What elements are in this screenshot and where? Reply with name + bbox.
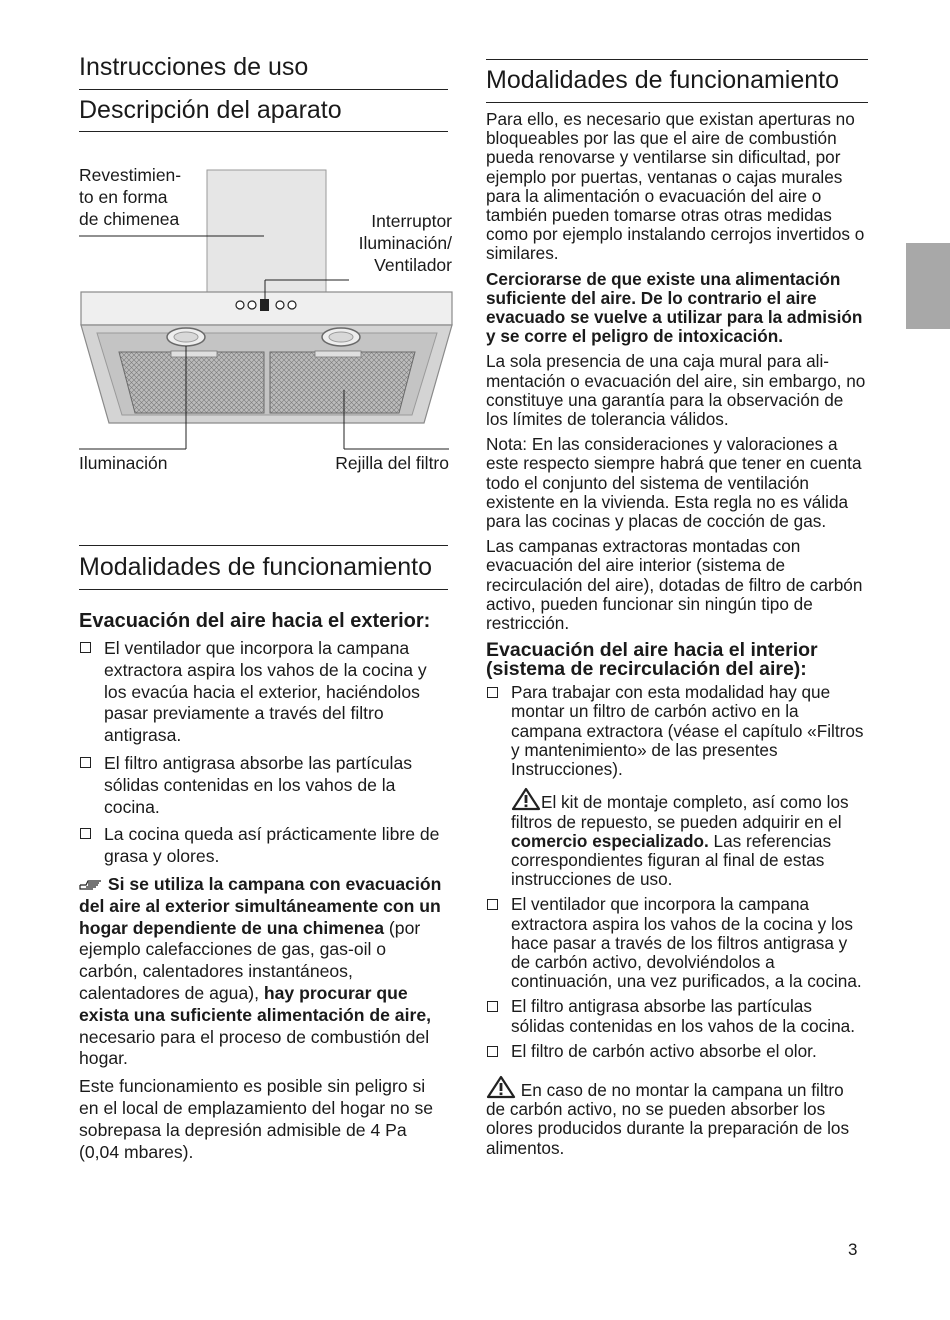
label-switch: Interruptor Iluminación/ Ventilador (358, 211, 452, 275)
page-number: 3 (848, 1240, 858, 1259)
modes-title-left: Modalidades de funcionamiento (79, 553, 433, 581)
warning-triangle-icon (511, 787, 541, 811)
checkbox-bullet-icon (487, 1046, 498, 1057)
rule (79, 545, 448, 546)
list-item: El filtro de carbón activo absorbe el olor. (486, 1042, 866, 1061)
paragraph-wall-box: La sola presencia de una caja mural para alimentación o evacuación del aire, sin embargo, no constituye una garantía para la observación de los límites de tolerancia válidos. (486, 351, 866, 430)
checkbox-bullet-icon (80, 757, 91, 768)
right-body (486, 110, 866, 1158)
label-chimney-cover: Revestimien- to en forma de chimenea (79, 165, 182, 229)
final-warning: En caso de no montar la campana un filtro de carbón activo, no se pueden absorber los olores producidos durante la preparación de los alimentos. (486, 1075, 866, 1158)
range-hood-illustration (79, 165, 454, 455)
title-usage: Instrucciones de uso (79, 53, 309, 81)
checkbox-bullet-icon (487, 1001, 498, 1012)
exhaust-heading: Evacuación del aire hacia el exterior: (79, 610, 431, 632)
rule (79, 589, 448, 590)
kit-warning: El kit de montaje completo, así como los filtros de repuesto, se pueden adquirir en el comercio especializado. Las referencias correspondientes figuran al final de estas instrucciones de uso. (486, 787, 866, 889)
closing-paragraph: Este funcionamiento es posible sin peligro si en el local de emplazamiento del hogar no se sobrepasa la depresión admisible de 4 Pa (0,04 mbares). (79, 1076, 434, 1162)
recirc-heading: Evacuación del aire hacia el interior (sistema de recirculación del aire): (486, 639, 818, 681)
warning-air-supply: Cerciorarse de que existe una alimentación suficiente del aire. De lo contrario el aire evacuado se vuelve a utilizar para la admisión y se corre el peligro de intoxicación. (486, 268, 863, 347)
list-item: El filtro antigrasa absorbe las partículas sólidas contenidas en los vahos de la cocina. (486, 997, 866, 1035)
left-body (79, 611, 447, 1163)
paragraph-openings: Para ello, es necesario que existan aperturas no bloqueables por las que el aire de combustión pueda renovarse y ventilarse sin dificultad, por ejemplo por puertas, ventanas o cajas murales para la alimentación o evacuación del aire o también pueden tomarse otras otras medidas como por ejemplo instalando cerrojos invertidos o similares. (486, 109, 865, 264)
checkbox-bullet-icon (80, 642, 91, 653)
rule (79, 131, 448, 132)
rule (486, 102, 868, 103)
list-item: El ventilador que incorpora la campana extractora aspira los vahos de la cocina y los evacúa hacia el exterior, haciéndolos pasar previamente a través del filtro antigrasa. (79, 638, 447, 747)
checkbox-bullet-icon (487, 687, 498, 698)
pointing-hand-icon (79, 876, 103, 890)
rule (79, 89, 448, 90)
list-item: La cocina queda así prácticamente libre de grasa y olores. (79, 824, 447, 868)
checkbox-bullet-icon (487, 899, 498, 910)
chimney-note: Si se utiliza la campana con evacuación del aire al exterior simultáneamente con un hogar dependiente de una chimenea (por ejemplo calefacciones de gas, gas-oil o carbón, calentadores instantáneos, calentadores de agua), hay procurar que exista una suficiente alimentación de aire, necesario para el proceso de combustión del hogar. (79, 873, 442, 1069)
list-item: Para trabajar con esta modalidad hay que montar un filtro de carbón activo en la campana extractora (véase el capítulo «Filtros y mantenimiento» de las presentes Instrucciones). (486, 683, 866, 779)
warning-triangle-icon (486, 1075, 516, 1099)
paragraph-note: Nota: En las consideraciones y valoraciones a este respecto siempre habrá que tener en cuenta todo el conjunto del sistema de ventilación existente en la vivienda. Esta regla no es válida para las cocinas y placas de cocción de gas. (486, 434, 862, 532)
checkbox-bullet-icon (80, 828, 91, 839)
label-filter-grid: Rejilla del filtro (335, 453, 449, 473)
list-item: El ventilador que incorpora la campana extractora aspira los vahos de la cocina y los hace pasar a través de los filtros antigrasa y de carbón activo, devolviéndolos a continuación, una vez purificados, a la cocina. (486, 895, 866, 991)
label-lighting: Iluminación (79, 453, 168, 473)
paragraph-recirculation: Las campanas extractoras montadas con evacuación del aire interior (sistema de recirculación del aire), dotadas de filtro de carbón activo, pueden funcionar sin ningún tipo de restricción. (486, 536, 863, 634)
title-description: Descripción del aparato (79, 96, 342, 124)
modes-title-right: Modalidades de funcionamiento (486, 66, 840, 94)
section-tab-marker (906, 243, 950, 329)
list-item: El filtro antigrasa absorbe las partículas sólidas contenidas en los vahos de la cocina. (79, 753, 447, 818)
rule (486, 59, 868, 60)
